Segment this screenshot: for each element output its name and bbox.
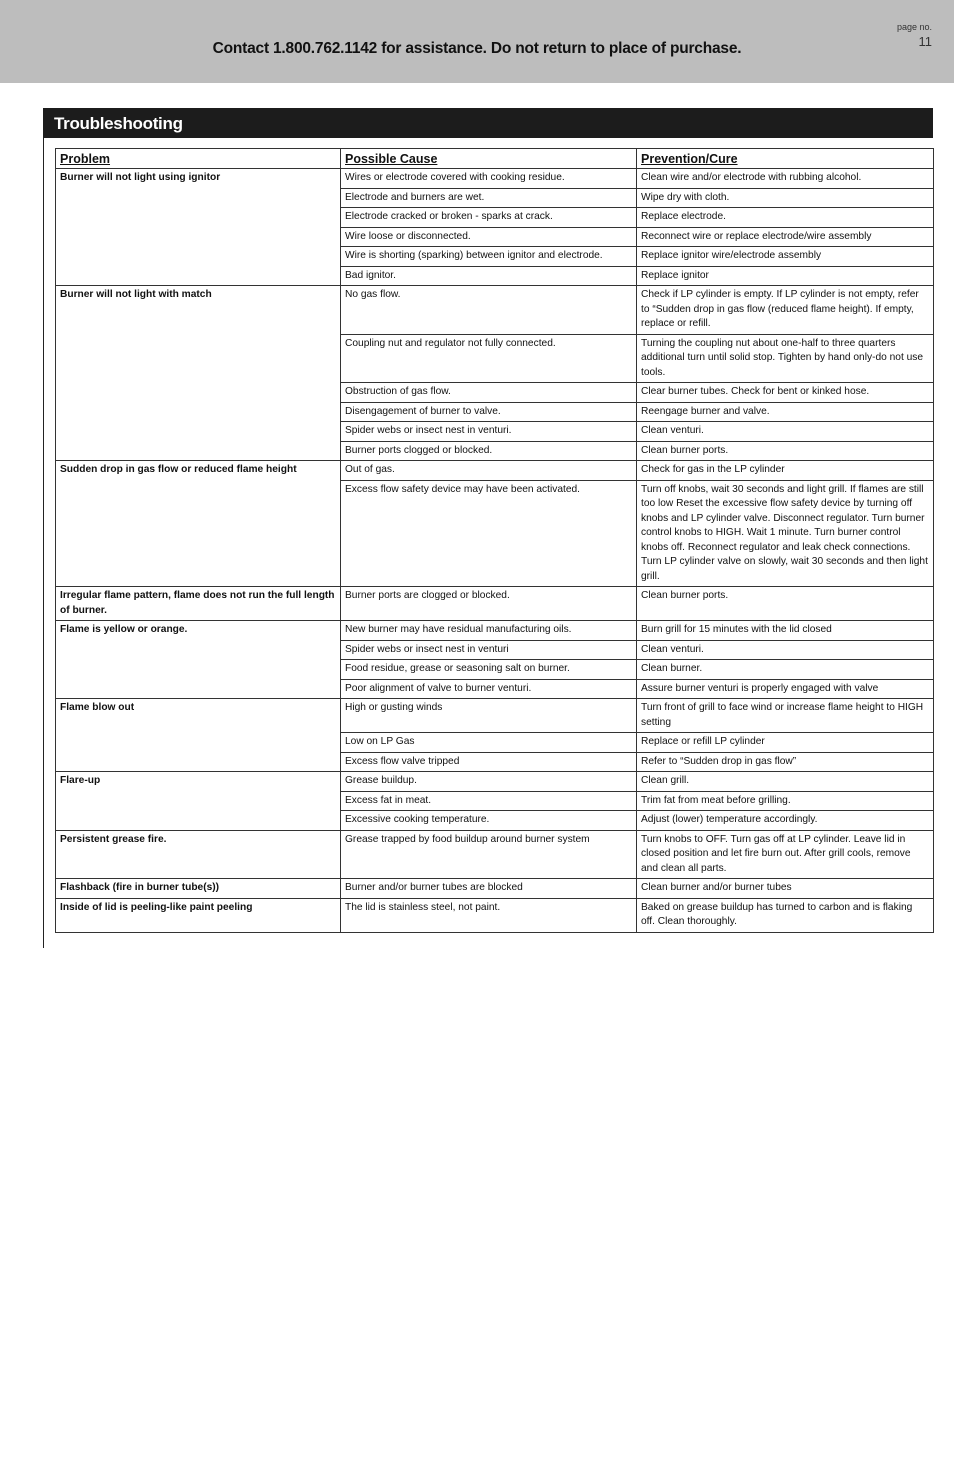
- problem-cell: Irregular flame pattern, flame does not run the full length of burner.: [56, 587, 341, 621]
- cause-cell: Coupling nut and regulator not fully connected.: [341, 334, 637, 383]
- problem-cell: Persistent grease fire.: [56, 830, 341, 879]
- table-body: [56, 169, 934, 933]
- cure-cell: Trim fat from meat before grilling.: [637, 791, 934, 811]
- contact-banner: Contact 1.800.762.1142 for assistance. Do not return to place of purchase.: [212, 40, 742, 57]
- cause-cell: High or gusting winds: [341, 699, 637, 733]
- table-row: [56, 772, 934, 792]
- table-row: [56, 621, 934, 641]
- header-band: [0, 0, 954, 83]
- problem-cell: Inside of lid is peeling-like paint peeling: [56, 898, 341, 932]
- cure-cell: Burn grill for 15 minutes with the lid closed: [637, 621, 934, 641]
- problem-cell: Sudden drop in gas flow or reduced flame height: [56, 461, 341, 587]
- cause-cell: Excessive cooking temperature.: [341, 811, 637, 831]
- table-row: [56, 587, 934, 621]
- table-row: [56, 830, 934, 879]
- cure-cell: Clear burner tubes. Check for bent or kinked hose.: [637, 383, 934, 403]
- cause-cell: Wire loose or disconnected.: [341, 227, 637, 247]
- cause-cell: Grease trapped by food buildup around burner system: [341, 830, 637, 879]
- column-header-cause: Possible Cause: [341, 149, 637, 169]
- cure-cell: Turn knobs to OFF. Turn gas off at LP cylinder. Leave lid in closed position and let fire burn out. After grill cools, remove and clean all parts.: [637, 830, 934, 879]
- left-rule: [43, 108, 44, 948]
- cause-cell: No gas flow.: [341, 286, 637, 335]
- cause-cell: Burner ports clogged or blocked.: [341, 441, 637, 461]
- cure-cell: Adjust (lower) temperature accordingly.: [637, 811, 934, 831]
- table-row: [56, 461, 934, 481]
- page-number: 11: [918, 34, 932, 49]
- table-row: [56, 699, 934, 733]
- troubleshooting-table: [55, 148, 934, 933]
- cause-cell: Food residue, grease or seasoning salt on burner.: [341, 660, 637, 680]
- cure-cell: Turn off knobs, wait 30 seconds and light grill. If flames are still too low Reset the excessive flow safety device by turning off knobs and LP cylinder valve. Disconnect regulator. Turn burner control knobs to HIGH. Wait 1 minute. Turn burner control knobs off. Reconnect regulator and leak check connections. Turn LP cylinder valve on slowly, wait 30 seconds and then light grill.: [637, 480, 934, 587]
- column-header-problem: Problem: [56, 149, 341, 169]
- cure-cell: Turning the coupling nut about one-half to three quarters additional turn until solid stop. Tighten by hand only-do not use tools.: [637, 334, 934, 383]
- page-number-label: page no.: [896, 22, 932, 32]
- cure-cell: Wipe dry with cloth.: [637, 188, 934, 208]
- cause-cell: Excess flow safety device may have been activated.: [341, 480, 637, 587]
- cause-cell: Wire is shorting (sparking) between ignitor and electrode.: [341, 247, 637, 267]
- cause-cell: Wires or electrode covered with cooking residue.: [341, 169, 637, 189]
- section-header: [43, 108, 933, 138]
- table-row: [56, 879, 934, 899]
- cure-cell: Reengage burner and valve.: [637, 402, 934, 422]
- cause-cell: Spider webs or insect nest in venturi.: [341, 422, 637, 442]
- problem-cell: Flame blow out: [56, 699, 341, 772]
- cause-cell: Out of gas.: [341, 461, 637, 481]
- cure-cell: Replace ignitor: [637, 266, 934, 286]
- cure-cell: Reconnect wire or replace electrode/wire assembly: [637, 227, 934, 247]
- cure-cell: Clean venturi.: [637, 640, 934, 660]
- cause-cell: Burner and/or burner tubes are blocked: [341, 879, 637, 899]
- cause-cell: Grease buildup.: [341, 772, 637, 792]
- cause-cell: Excess fat in meat.: [341, 791, 637, 811]
- cure-cell: Baked on grease buildup has turned to carbon and is flaking off. Clean thoroughly.: [637, 898, 934, 932]
- cure-cell: Turn front of grill to face wind or increase flame height to HIGH setting: [637, 699, 934, 733]
- cure-cell: Clean grill.: [637, 772, 934, 792]
- cure-cell: Clean burner ports.: [637, 587, 934, 621]
- cure-cell: Clean burner and/or burner tubes: [637, 879, 934, 899]
- cure-cell: Replace or refill LP cylinder: [637, 733, 934, 753]
- table-row: [56, 286, 934, 335]
- cure-cell: Assure burner venturi is properly engaged with valve: [637, 679, 934, 699]
- problem-cell: Flame is yellow or orange.: [56, 621, 341, 699]
- problem-cell: Flare-up: [56, 772, 341, 831]
- cure-cell: Clean venturi.: [637, 422, 934, 442]
- cause-cell: Obstruction of gas flow.: [341, 383, 637, 403]
- table-row: [56, 898, 934, 932]
- cause-cell: New burner may have residual manufacturing oils.: [341, 621, 637, 641]
- cure-cell: Clean burner.: [637, 660, 934, 680]
- table-header-row: [56, 149, 934, 169]
- cure-cell: Check for gas in the LP cylinder: [637, 461, 934, 481]
- cause-cell: Disengagement of burner to valve.: [341, 402, 637, 422]
- cause-cell: Bad ignitor.: [341, 266, 637, 286]
- cause-cell: Electrode cracked or broken - sparks at crack.: [341, 208, 637, 228]
- section-title: Troubleshooting: [54, 114, 183, 133]
- problem-cell: Flashback (fire in burner tube(s)): [56, 879, 341, 899]
- cure-cell: Refer to “Sudden drop in gas flow”: [637, 752, 934, 772]
- cure-cell: Clean burner ports.: [637, 441, 934, 461]
- problem-cell: Burner will not light using ignitor: [56, 169, 341, 286]
- cause-cell: Burner ports are clogged or blocked.: [341, 587, 637, 621]
- cause-cell: Electrode and burners are wet.: [341, 188, 637, 208]
- cause-cell: Low on LP Gas: [341, 733, 637, 753]
- column-header-cure: Prevention/Cure: [637, 149, 934, 169]
- cure-cell: Clean wire and/or electrode with rubbing alcohol.: [637, 169, 934, 189]
- problem-cell: Burner will not light with match: [56, 286, 341, 461]
- cause-cell: The lid is stainless steel, not paint.: [341, 898, 637, 932]
- cure-cell: Check if LP cylinder is empty. If LP cylinder is not empty, refer to “Sudden drop in gas flow (reduced flame height). If empty, replace or refill.: [637, 286, 934, 335]
- cure-cell: Replace ignitor wire/electrode assembly: [637, 247, 934, 267]
- table-row: [56, 169, 934, 189]
- cause-cell: Spider webs or insect nest in venturi: [341, 640, 637, 660]
- cause-cell: Poor alignment of valve to burner venturi.: [341, 679, 637, 699]
- cause-cell: Excess flow valve tripped: [341, 752, 637, 772]
- cure-cell: Replace electrode.: [637, 208, 934, 228]
